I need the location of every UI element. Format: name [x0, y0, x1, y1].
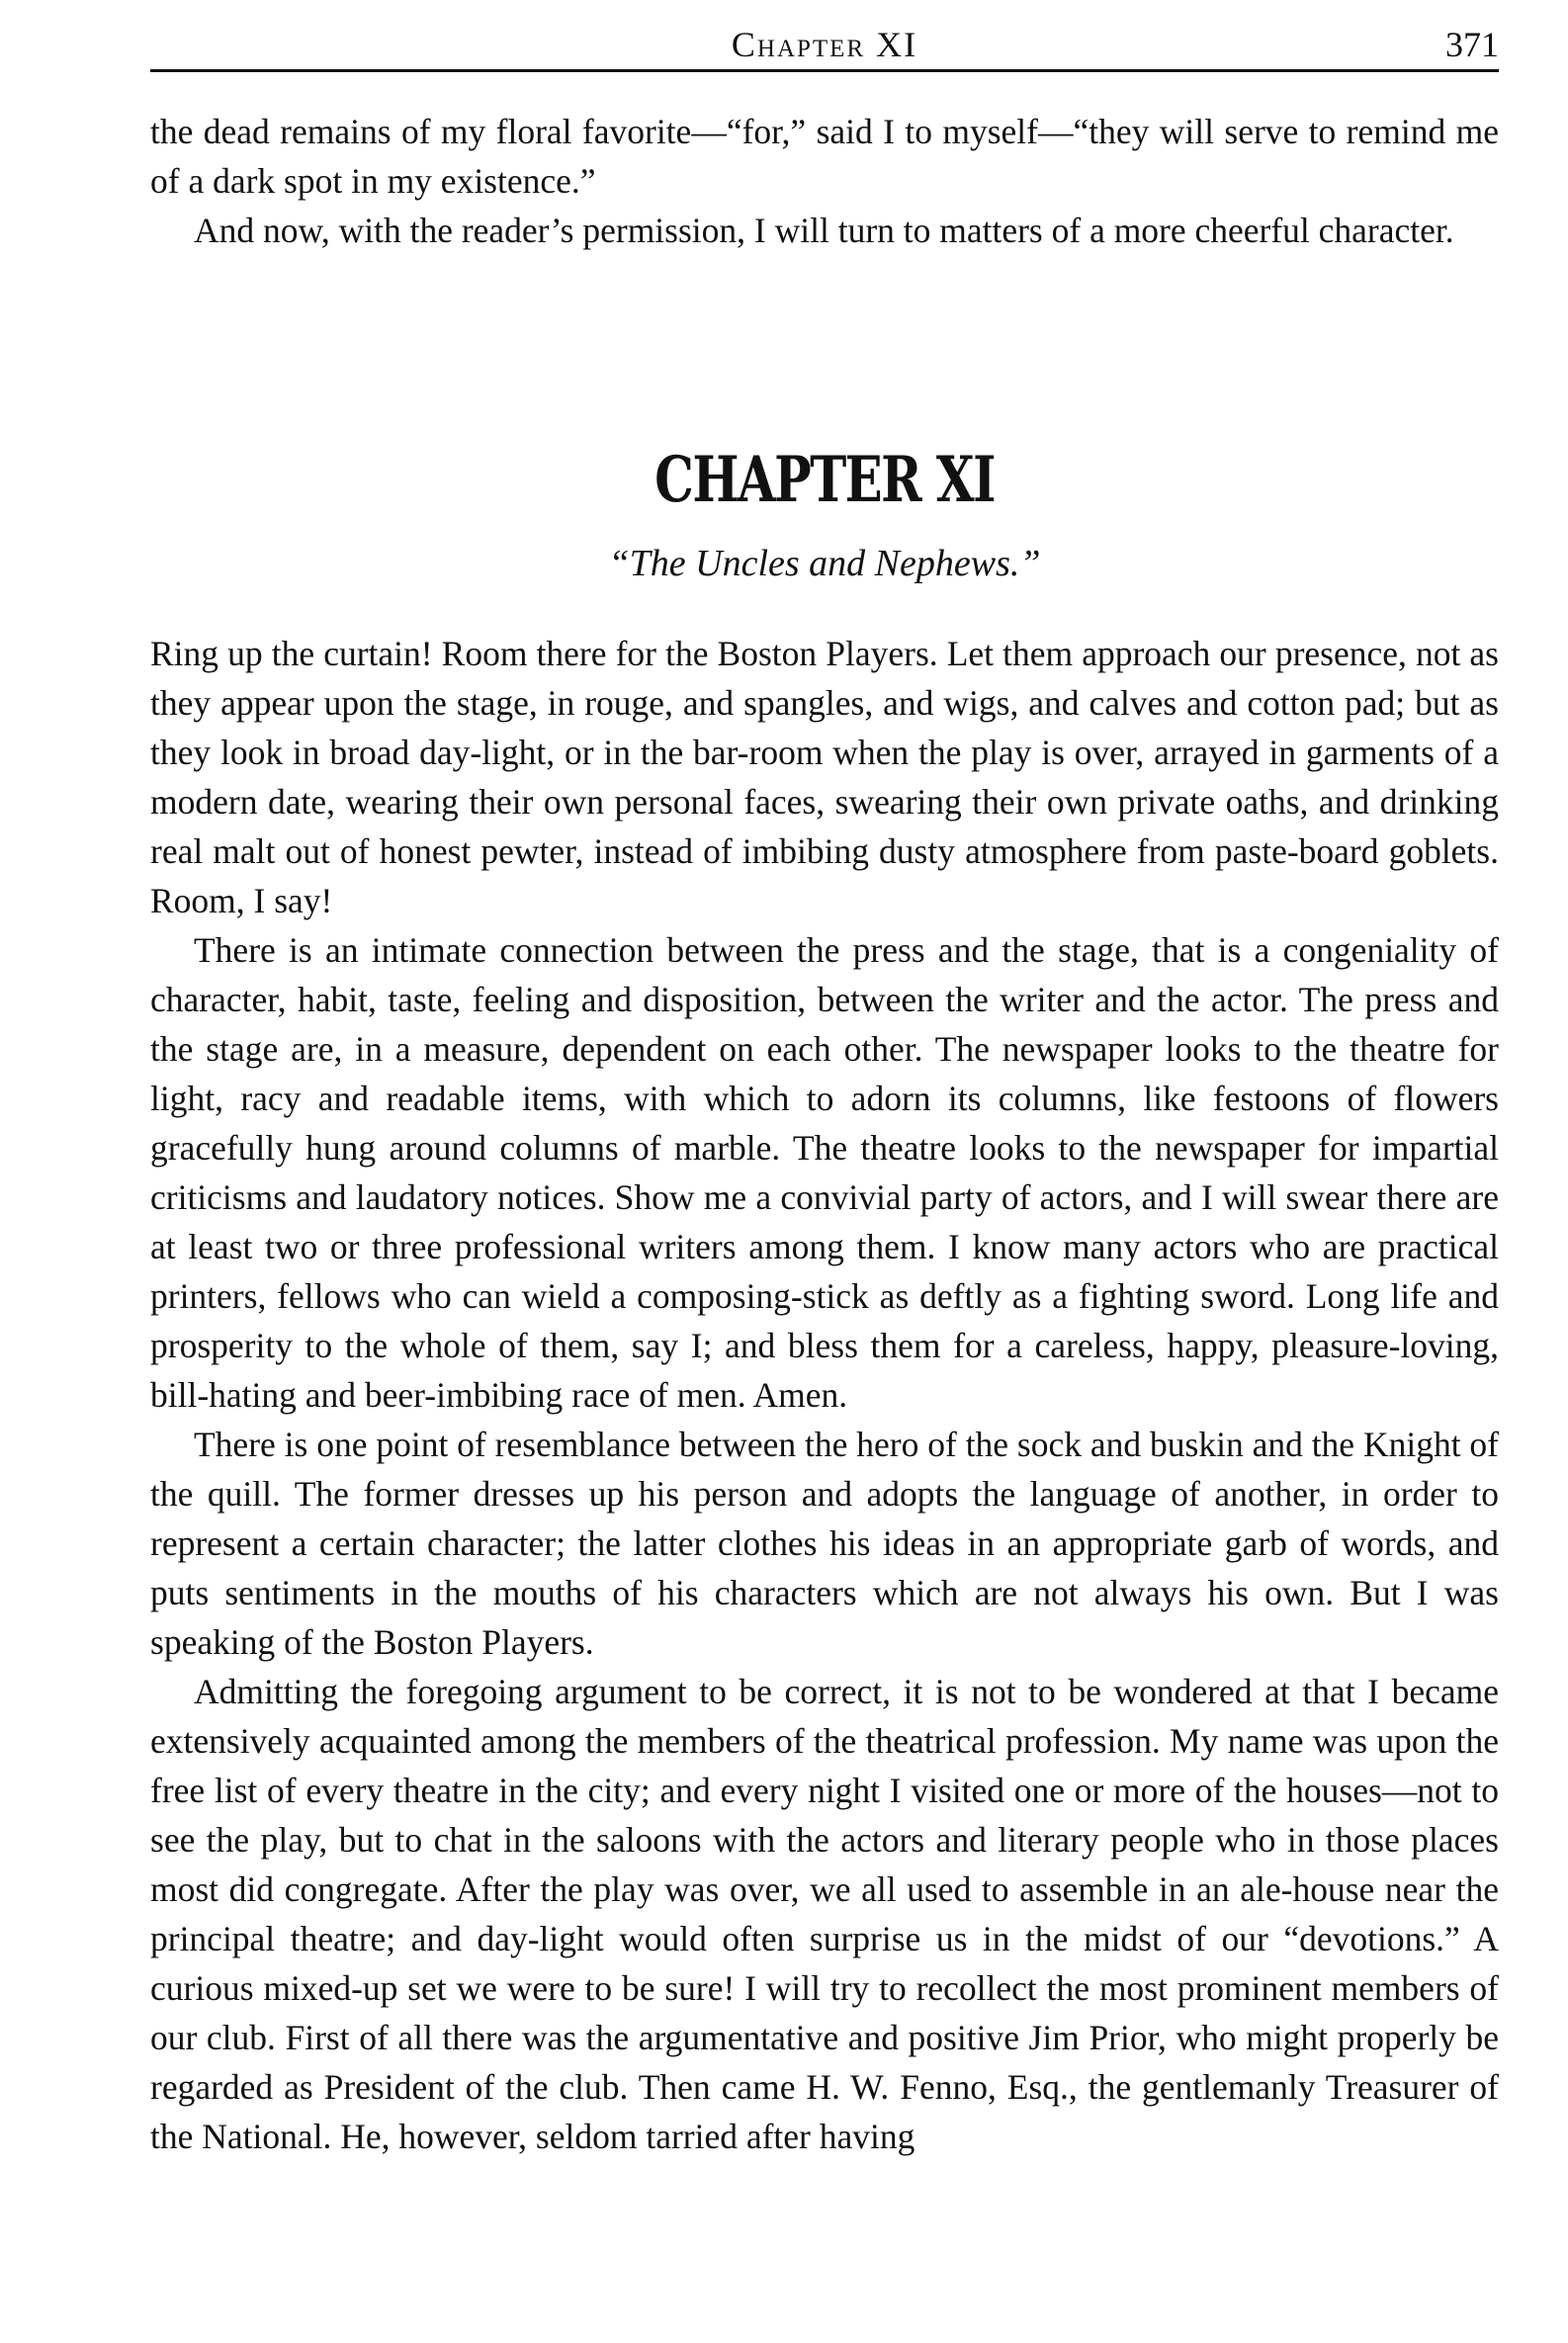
page-number: 371 [1445, 25, 1499, 64]
chapter-subtitle: “The Uncles and Nephews.” [608, 543, 1041, 584]
chapter-body [150, 629, 1499, 2161]
paragraph: Ring up the curtain! Room there for the Boston Players. Let them approach our presence, not as they appear upon the stage, in rouge, and spangles, and wigs, and calves and cotton pad; but as they look in broad day-light, or in the bar-room when the play is over, arrayed in garments of a modern date, wearing their own personal faces, swearing their own private oaths, and drinking real malt out of honest pewter, instead of imbibing dusty atmosphere from paste-board goblets. Room, I say! [150, 634, 1499, 920]
paragraph: There is one point of resemblance between the hero of the sock and buskin and the Knight of the quill. The former dresses up his person and adopts the language of another, in order to represent a certain character; the latter clothes his ideas in an appropriate garb of words, and puts sentiments in the mouths of his characters which are not always his own. But I was speaking of the Boston Players. [150, 1425, 1500, 1662]
paragraph: Admitting the foregoing argument to be correct, it is not to be wondered at that I became extensively acquainted among the members of the theatrical profession. My name was upon the free list of every theatre in the city; and every night I visited one or more of the houses—not to see the play, but to chat in the saloons with the actors and literary people who in those places most did congregate. After the play was over, we all used to assemble in an ale-house near the principal theatre; and day-light would often surprise us in the midst of our “devotions.” A curious mixed-up set we were to be sure! I will try to recollect the most prominent members of our club. First of all there was the argumentative and positive Jim Prior, who might properly be regarded as President of the club. Then came H. W. Fenno, Esq., the gentlemanly Treasurer of the National. He, however, seldom tarried after having [150, 1672, 1499, 2156]
running-head [150, 18, 1499, 67]
continued-text [150, 107, 1499, 255]
running-head-title: Chapter XI [731, 25, 918, 64]
chapter-heading: CHAPTER XI [654, 443, 995, 517]
paragraph: And now, with the reader’s permission, I will turn to matters of a more cheerful character. [194, 211, 1454, 250]
paragraph: the dead remains of my floral favorite—“for,” said I to myself—“they will serve to remind me of a dark spot in my existence.” [150, 112, 1499, 201]
header-rule [150, 69, 1499, 72]
paragraph: There is an intimate connection between the press and the stage, that is a congeniality of character, habit, taste, feeling and disposition, between the writer and the actor. The press and the stage are, in a measure, dependent on each other. The newspaper looks to the theatre for light, racy and readable items, with which to adorn its columns, like festoons of flowers gracefully hung around columns of marble. The theatre looks to the newspaper for impartial criticisms and laudatory notices. Show me a convivial party of actors, and I will swear there are at least two or three professional writers among them. I know many actors who are practical printers, fellows who can wield a composing-stick as deftly as a fighting sword. Long life and prosperity to the whole of them, say I; and bless them for a careless, happy, pleasure-loving, bill-hating and beer-imbibing race of men. Amen. [150, 930, 1499, 1415]
